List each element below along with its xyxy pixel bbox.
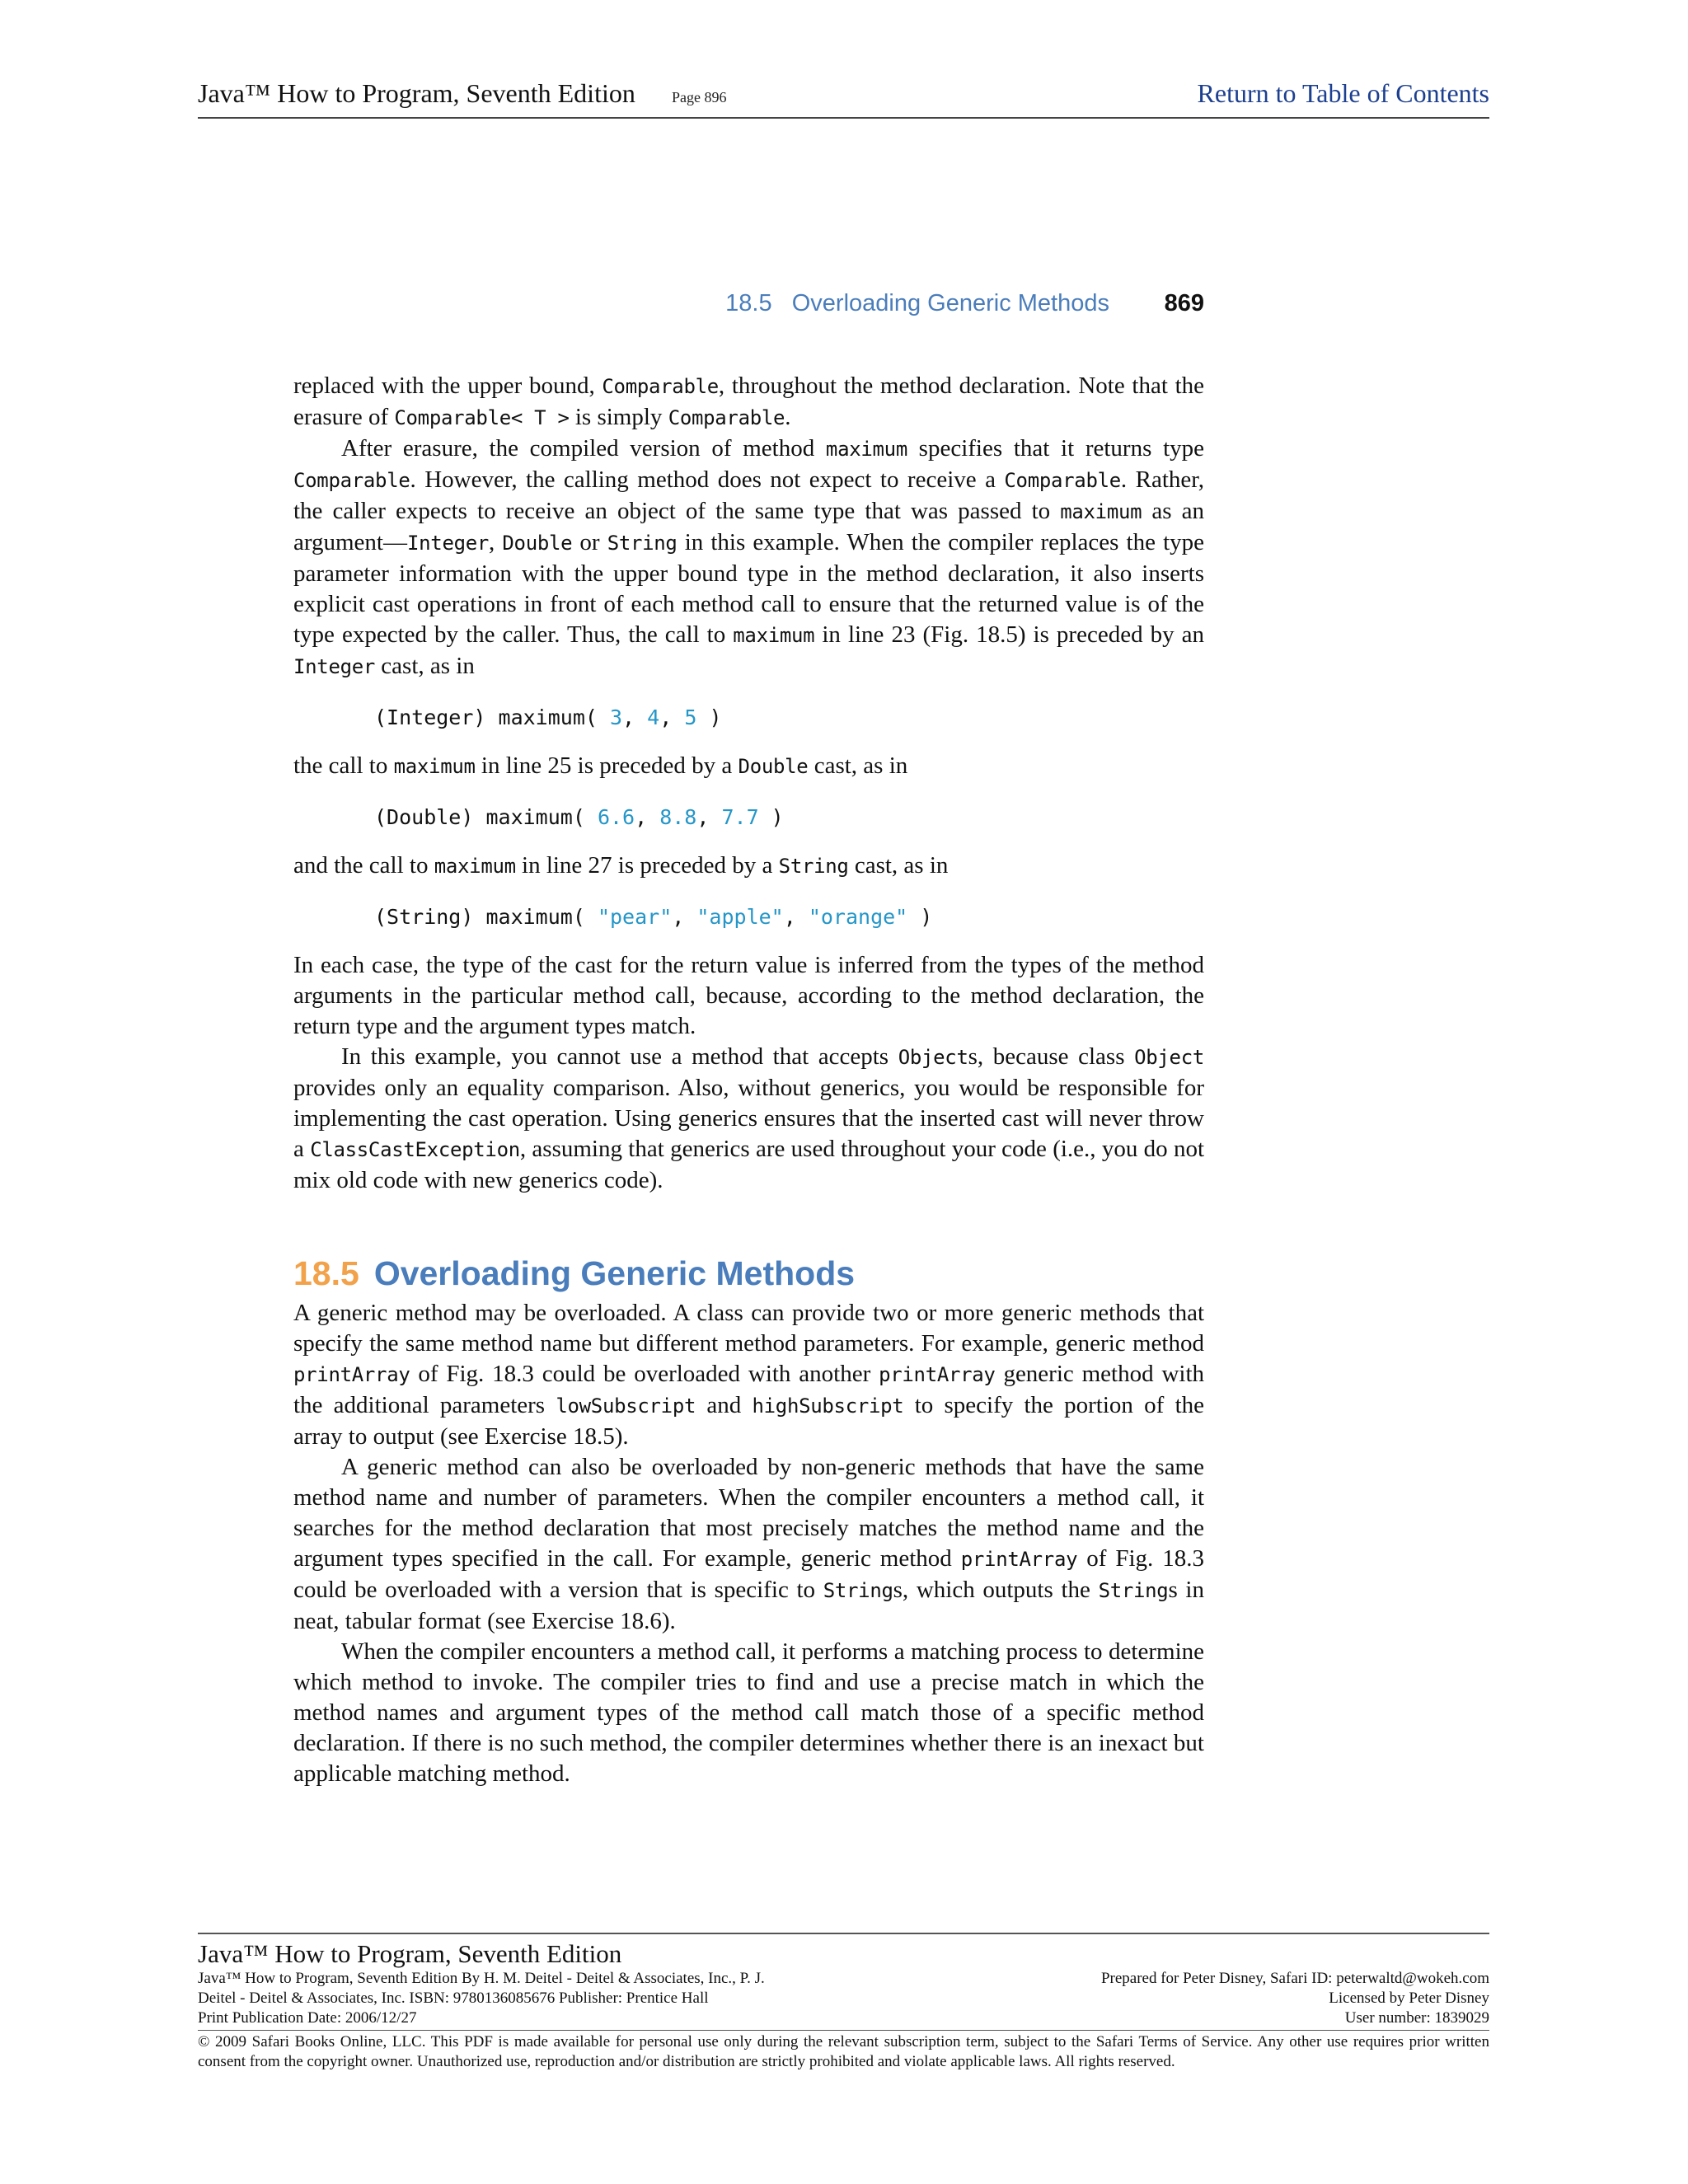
footer-row <box>198 1989 1489 2008</box>
section-heading <box>293 1254 1204 1293</box>
section-number: 18.5 <box>293 1254 359 1292</box>
footer-row <box>198 2008 1489 2028</box>
footer-publication-date: Print Publication Date: 2006/12/27 <box>198 2009 417 2027</box>
page-content <box>293 371 1204 1789</box>
book-title: Java™ How to Program, Seventh Edition <box>198 78 635 108</box>
page-footer <box>198 1933 1489 2072</box>
footer-user-number: User number: 1839029 <box>1344 2009 1489 2027</box>
paragraph: In each case, the type of the cast for the return value is inferred from the types of the method arguments in the particular method call, because, according to the method declaration, the return type and the argument types match. <box>293 952 1204 1039</box>
paragraph: the call to maximum in line 25 is preceded by a Double cast, as in <box>293 752 908 779</box>
footer-book-title: Java™ How to Program, Seventh Edition <box>198 1939 622 1968</box>
footer-prepared-for: Prepared for Peter Disney, Safari ID: peterwaltd@wokeh.com <box>1100 1970 1489 1987</box>
footer-author-line: Java™ How to Program, Seventh Edition By H. M. Deitel - Deitel & Associates, Inc., P. J. <box>198 1970 765 1987</box>
footer-licensed-by: Licensed by Peter Disney <box>1329 1990 1489 2007</box>
paragraph: When the compiler encounters a method call, it performs a matching process to determine which method to invoke. The compiler tries to find and use a precise match in which the method names and argument types of the method call match those of a specific method declaration. If there is no such method, the compiler determines whether there is an inexact but applicable matching method. <box>293 1638 1204 1787</box>
paragraph: replaced with the upper bound, Comparable, throughout the method declaration. Note that the erasure of Comparable< T > is simply Comparable. <box>293 373 1204 430</box>
paragraph: and the call to maximum in line 27 is preceded by a String cast, as in <box>293 852 949 879</box>
page-reference: Page 896 <box>672 89 727 105</box>
code-example-integer: (Integer) maximum( 3, 4, 5 ) <box>374 705 722 729</box>
paragraph: In this example, you cannot use a method that accepts Objects, because class Object provides only an equality comparison. Also, without generics, you would be responsible for implementing the cast operation. Using generics ensures that the inserted cast will never throw a ClassCastException, assuming that generics are used throughout your code (i.e., you do not mix old code with new generics code). <box>293 1043 1205 1193</box>
running-head <box>293 290 1204 323</box>
top-header-bar <box>198 76 1489 119</box>
section-title: Overloading Generic Methods <box>373 1254 856 1292</box>
code-example-double: (Double) maximum( 6.6, 8.8, 7.7 ) <box>374 805 784 829</box>
paragraph: A generic method may be overloaded. A class can provide two or more generic methods that specify the same method name but different method parameters. For example, generic method printArray of Fig. 18.3 could be overloaded with another printArray generic method with the additional parameters lowSubscript and highSubscript to specify the portion of the array to output (see Exercise 18.5). <box>293 1300 1204 1450</box>
paragraph: After erasure, the compiled version of method maximum specifies that it returns type Comparable. However, the calling method does not expect to receive a Comparable. Rather, the caller expects to receive an object of the same type that was passed to maximum as an argument—Integer, Double or String in this example. When the compiler replaces the type parameter information with the upper bound type in the method declaration, it also inserts explicit cast operations in front of each method call to ensure that the returned value is of the type expected by the caller. Thus, the call to maximum in line 23 (Fig. 18.5) is preceded by an Integer cast, as in <box>293 435 1205 679</box>
paragraph: A generic method can also be overloaded by non-generic methods that have the same method name and number of parameters. When the compiler encounters a method call, it searches for the method declaration that most precisely matches the method name and the argument types specified in the call. For example, generic method printArray of Fig. 18.3 could be overloaded with a version that is specific to Strings, which outputs the Strings in neat, tabular format (see Exercise 18.6). <box>293 1454 1204 1634</box>
running-head-section: 18.5 Overloading Generic Methods <box>725 290 1109 316</box>
footer-row <box>198 1969 1489 1989</box>
footer-isbn-line: Deitel - Deitel & Associates, Inc. ISBN: 9780136085676 Publisher: Prentice Hall <box>198 1990 709 2007</box>
footer-copyright: © 2009 Safari Books Online, LLC. This PDF is made available for personal use only during the relevant subscription term, subject to the Safari Terms of Service. Any other use requires prior written consent from the copyright owner. Unauthorized use, reproduction and/or distribution are strictly prohibited and violate applicable laws. All rights reserved. <box>198 2030 1489 2072</box>
table-of-contents-link[interactable]: Return to Table of Contents <box>1197 78 1489 108</box>
code-example-string: (String) maximum( "pear", "apple", "orange" ) <box>374 905 933 929</box>
book-page-number: 869 <box>1164 290 1204 316</box>
